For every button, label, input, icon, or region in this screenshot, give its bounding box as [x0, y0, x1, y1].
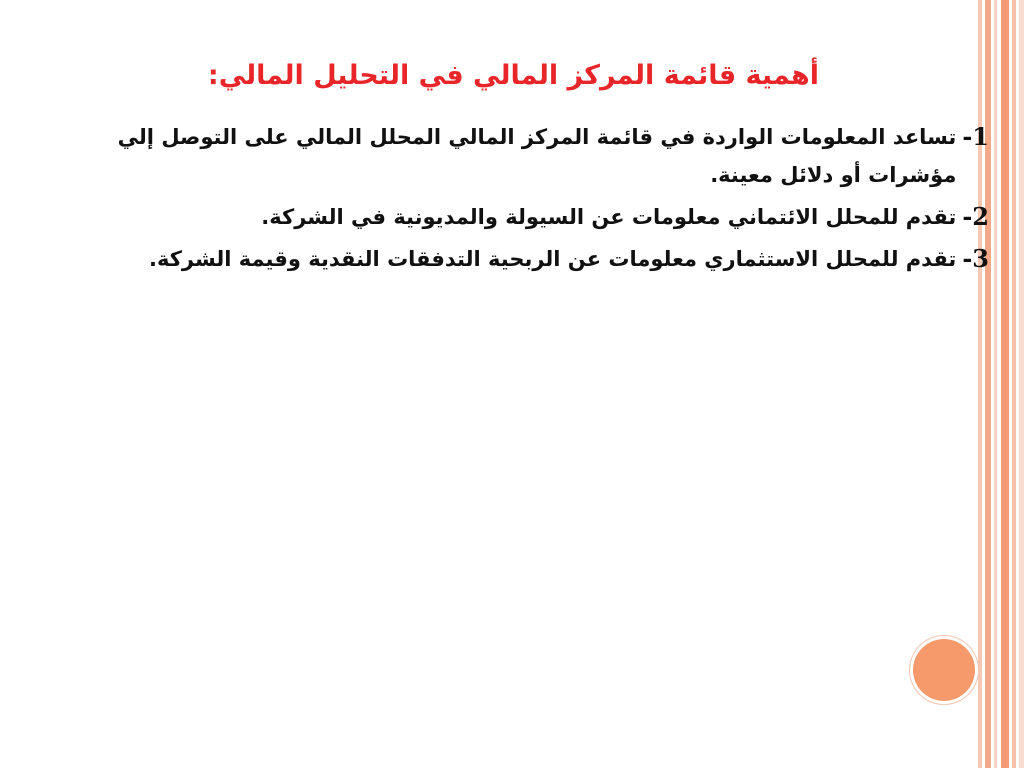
decorative-stripe [994, 0, 997, 768]
bullet-list [79, 118, 989, 282]
item-number: 3- [962, 244, 989, 273]
item-number: 2- [962, 202, 989, 231]
decorative-stripe [985, 0, 991, 768]
decorative-stripe [1019, 0, 1024, 768]
decorative-stripe [1001, 0, 1009, 768]
slide-title: أهمية قائمة المركز المالي في التحليل المالي: [207, 60, 819, 91]
item-text: تساعد المعلومات الواردة في قائمة المركز المالي المحلل المالي على التوصل إلي مؤشرات أو دلائل معينة. [117, 125, 957, 187]
list-item [79, 198, 989, 236]
decorative-circle [913, 639, 975, 701]
item-text: تقدم للمحلل الائتماني معلومات عن السيولة والمديونية في الشركة. [261, 205, 957, 229]
list-item [79, 118, 989, 194]
decorative-stripe [1012, 0, 1016, 768]
item-number: 1- [962, 122, 989, 151]
list-item [79, 240, 989, 278]
item-text: تقدم للمحلل الاستثماري معلومات عن الربحية التدفقات النقدية وقيمة الشركة. [148, 247, 957, 271]
decorative-stripe [978, 0, 982, 768]
